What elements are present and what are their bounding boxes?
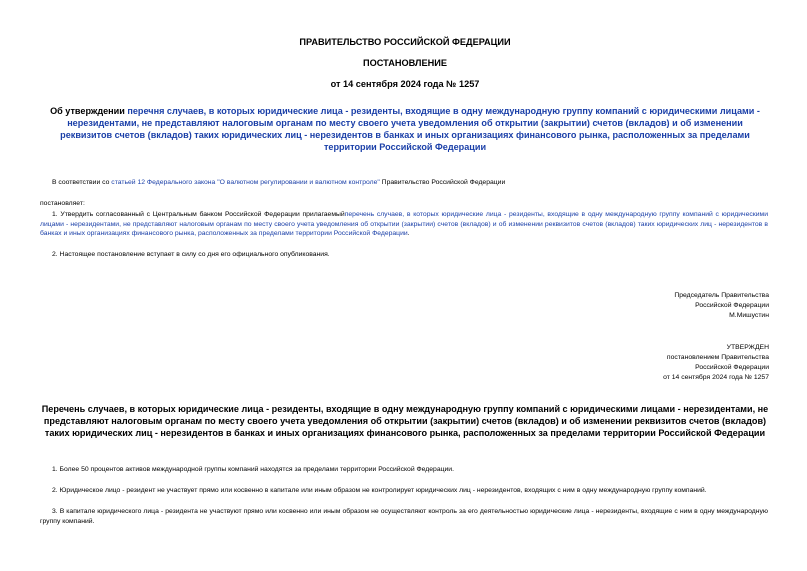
case-2-text: 2. Юридическое лицо - резидент не участвует прямо или косвенно в капитале или иным образом не контролирует юридических лиц - нерезидентов, входящих с ним в одну международную группу компаний. bbox=[52, 487, 707, 494]
case-2 bbox=[40, 486, 768, 496]
approved-line-2: постановлением Правительства bbox=[666, 354, 769, 361]
title-prefix: Об утверждении bbox=[50, 106, 128, 116]
preamble-before: В соответствии со bbox=[52, 179, 112, 186]
item-1-paragraph bbox=[40, 210, 768, 239]
list-link[interactable]: перечень случаев, в которых юридические лица - резиденты, входящие в одну международную группу компаний с юридическими лицами - нерезидентами, не представляют налоговым органам по месту своего учета уведомления об открытии (закрытии) счетов (вкладов) и об изменении реквизитов счетов (вкладов) таких юридических лиц - нерезидентов в банках и иных организациях финансового рынка, расположенных за пределами территории Российской Федерации bbox=[40, 211, 768, 237]
approved-line-4: от 14 сентября 2024 года № 1257 bbox=[663, 374, 769, 381]
item-2-text: 2. Настоящее постановление вступает в силу со дня его официального опубликования. bbox=[52, 251, 330, 258]
case-1-text: 1. Более 50 процентов активов международной группы компаний находятся за пределами территории Российской Федерации. bbox=[52, 466, 454, 473]
postanovlyaet-text: постановляет: bbox=[40, 200, 85, 207]
item-2-paragraph bbox=[40, 250, 768, 260]
document-title bbox=[50, 105, 760, 153]
approved-block bbox=[469, 343, 769, 383]
signature-line-2: Российской Федерации bbox=[695, 302, 769, 309]
preamble-after: Правительство Российской Федерации bbox=[379, 179, 506, 186]
doc-type-heading: ПОСТАНОВЛЕНИЕ bbox=[363, 58, 447, 68]
case-3 bbox=[40, 507, 768, 526]
item-1-before: 1. Утвердить согласованный с Центральным банком Российской Федерации прилагаемый bbox=[52, 211, 345, 218]
case-1 bbox=[40, 465, 768, 475]
item-1-after: . bbox=[407, 230, 410, 237]
signature-line-3: М.Мишустин bbox=[729, 312, 769, 319]
government-heading: ПРАВИТЕЛЬСТВО РОССИЙСКОЙ ФЕДЕРАЦИИ bbox=[299, 37, 511, 47]
signature-line-1: Председатель Правительства bbox=[674, 292, 769, 299]
list-title: Перечень случаев, в которых юридические лица - резиденты, входящие в одну международную группу компаний с юридическими лицами - нерезидентами, не представляют налоговым органам по месту своего учета уведомления об открытии (закрытии) счетов (вкладов) и об изменении реквизитов счетов (вкладов) таких юридических лиц - нерезидентов в банках и иных организациях финансового рынка, расположенных за пределами территории Российской Федерации bbox=[41, 404, 769, 438]
title-link[interactable]: перечня случаев, в которых юридические лица - резиденты, входящие в одну международную группу компаний с юридическими лицами - нерезидентами, не представляют налоговым органам по месту своего учета уведомления об открытии (закрытии) счетов (вкладов) и об изменении реквизитов счетов (вкладов) таких юридических лиц - нерезидентов в банках и иных организациях финансового рынка, расположенных за пределами территории Российской Федерации bbox=[60, 106, 760, 152]
case-3-text: 3. В капитале юридического лица - резидента не участвуют прямо или косвенно или иным образом не осуществляют контроль за его деятельностью юридические лица - нерезиденты, входящие с ним в одну международную группу компаний. bbox=[40, 508, 768, 525]
law-link[interactable]: статьей 12 Федерального закона "О валютном регулировании и валютном контроле" bbox=[111, 179, 380, 186]
preamble-paragraph bbox=[40, 178, 768, 188]
approved-line-3: Российской Федерации bbox=[695, 364, 769, 371]
signature-block bbox=[469, 291, 769, 321]
date-number: от 14 сентября 2024 года № 1257 bbox=[330, 79, 480, 89]
approved-line-1: УТВЕРЖДЕН bbox=[726, 344, 769, 351]
